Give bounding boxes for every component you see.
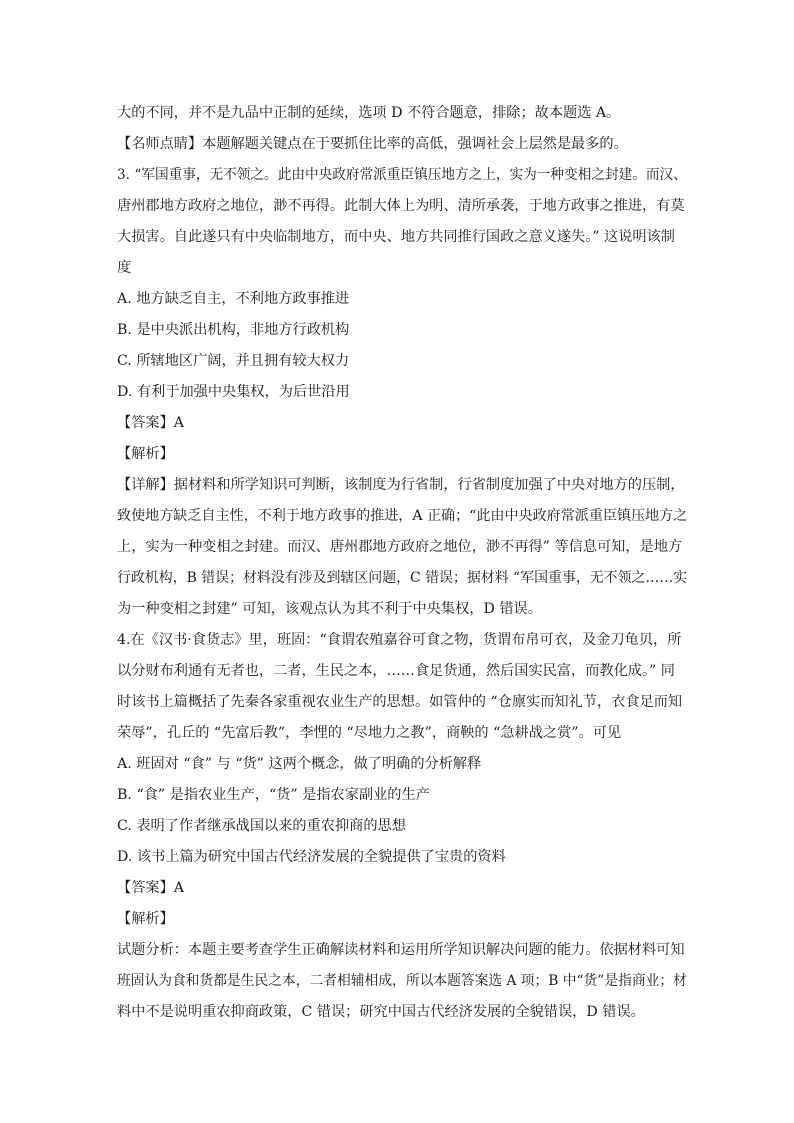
- text-line: 致使地方缺乏自主性，不利于地方政事的推进，A 正确；“此由中央政府常派重臣镇压地方之: [117, 508, 688, 524]
- analysis-label: 【解析】: [117, 446, 174, 462]
- text-line: 为一种变相之封建” 可知，该观点认为其不利于中央集权，D 错误。: [117, 601, 542, 617]
- text-line: 上，实为一种变相之封建。而汉、唐州郡地方政府之地位，渺不再得” 等信息可知，是地方: [117, 539, 683, 555]
- text-line: 度: [117, 260, 132, 276]
- option-b: B. 是中央派出机构，非地方行政机构: [117, 322, 350, 338]
- option-a: A. 地方缺乏自主，不利地方政事推进: [117, 291, 350, 307]
- text-line: 料中不是说明重农抑商政策，C 错误；研究中国古代经济发展的全貌错误，D 错误。: [117, 1004, 645, 1020]
- analysis-label: 【解析】: [117, 911, 174, 927]
- text-line: 【名师点睛】本题解题关键点在于要抓住比率的高低，强调社会上层然是最多的。: [117, 136, 628, 152]
- answer-label: 【答案】A: [117, 880, 184, 896]
- answer-label: 【答案】A: [117, 415, 184, 431]
- detail-explanation: 【详解】据材料和所学知识可判断，该制度为行省制，行省制度加强了中央对地方的压制，: [117, 477, 685, 493]
- text-line: 时该书上篇概括了先秦各家重视农业生产的思想。如管仲的 “仓廪实而知礼节，衣食足而知: [117, 694, 683, 710]
- option-c: C. 表明了作者继承战国以来的重农抑商的思想: [117, 818, 406, 834]
- option-a: A. 班固对 “食” 与 “货” 这两个概念，做了明确的分析解释: [117, 756, 482, 772]
- question-3-stem: 3. “军国重事，无不领之。此由中央政府常派重臣镇压地方之上，实为一种变相之封建。而汉、: [117, 167, 687, 183]
- text-line: 行政机构，B 错误；材料没有涉及到辖区问题，C 错误；据材料 “军国重事，无不领之……实: [117, 570, 688, 586]
- text-line: 以分财布利通有无者也，二者，生民之本，……食足货通，然后国实民富，而教化成。” 同: [117, 663, 675, 679]
- text-line: 大的不同，并不是九品中正制的延续，选项 D 不符合题意，排除；故本题选 A。: [117, 105, 621, 121]
- text-line: 大损害。自此遂只有中央临制地方，而中央、地方共同推行国政之意义遂失。” 这说明该制: [117, 229, 675, 245]
- option-d: D. 该书上篇为研究中国古代经济发展的全貌提供了宝贵的资料: [117, 849, 506, 865]
- option-d: D. 有利于加强中央集权，为后世沿用: [117, 384, 350, 400]
- question-4-stem: 4.在《汉书·食货志》里，班固：“食谓农殖嘉谷可食之物，货谓布帛可衣，及金刀龟贝，所: [117, 632, 682, 648]
- option-c: C. 所辖地区广阔，并且拥有较大权力: [117, 353, 350, 369]
- analysis-text: 试题分析：本题主要考查学生正确解读材料和运用所学知识解决问题的能力。依据材料可知: [117, 942, 685, 958]
- option-b: B. “食” 是指农业生产，“货” 是指农家副业的生产: [117, 787, 430, 803]
- text-line: 班固认为食和货都是生民之本，二者相辅相成，所以本题答案选 A 项；B 中“货”是指商业；材: [117, 973, 687, 989]
- text-line: 唐州郡地方政府之地位，渺不再得。此制大体上为明、清所承袭，于地方政事之推进，有莫: [117, 198, 685, 214]
- text-line: 荣辱”，孔丘的 “先富后教”，李悝的 “尽地力之教”，商鞅的 “急耕战之赏”。可见: [117, 725, 622, 741]
